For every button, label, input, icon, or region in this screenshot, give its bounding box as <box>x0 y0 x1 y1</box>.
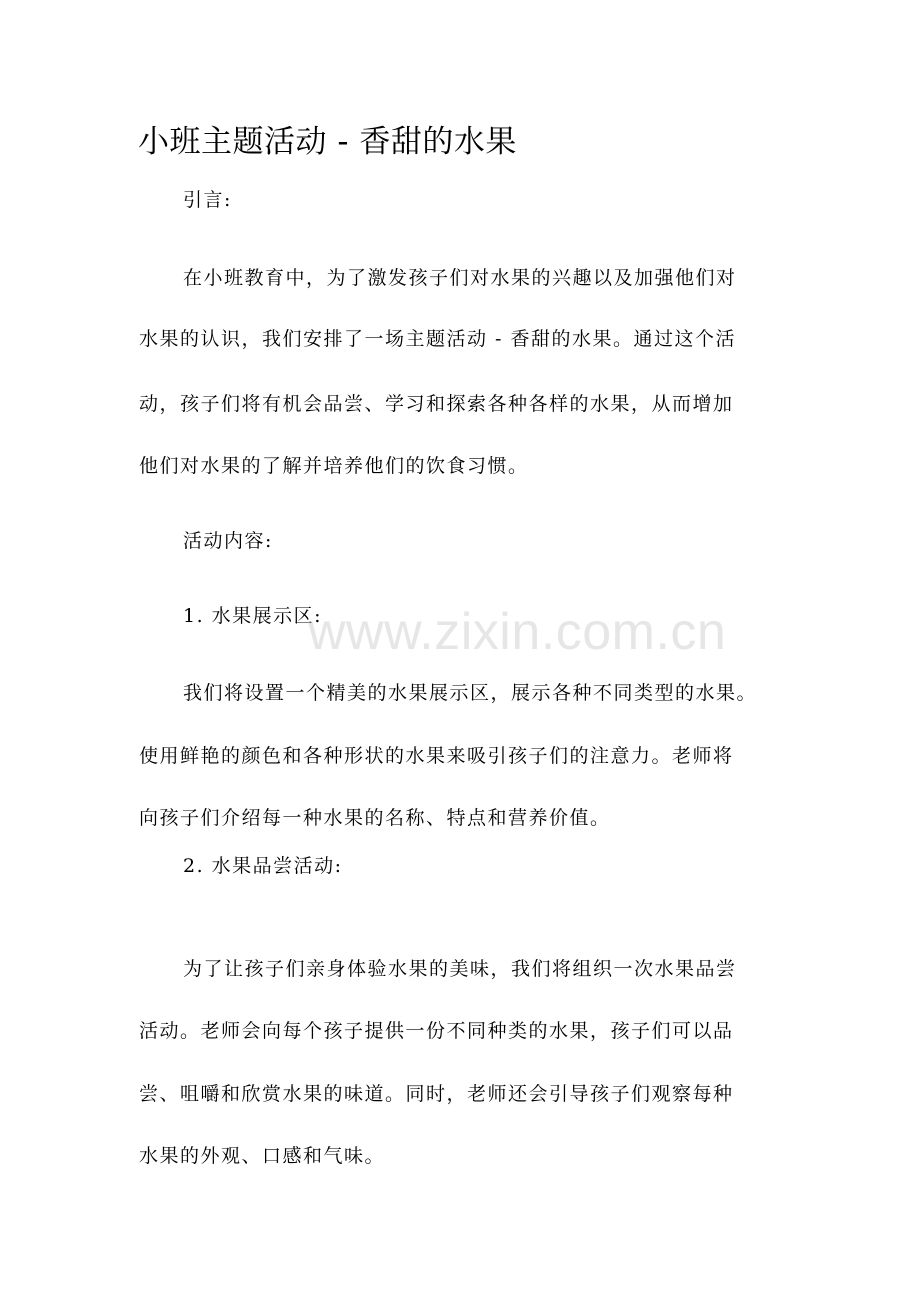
section2-line: 活动。老师会向每个孩子提供一份不同种类的水果，孩子们可以品 <box>139 1020 734 1042</box>
section1-heading: 1. 水果展示区: <box>183 605 323 627</box>
watermark-text: www.zixin.com.cn <box>308 603 727 661</box>
intro-line: 在小班教育中，为了激发孩子们对水果的兴趣以及加强他们对 <box>183 267 737 289</box>
section2-line: 尝、咀嚼和欣赏水果的味道。同时，老师还会引导孩子们观察每种 <box>139 1083 734 1105</box>
intro-line: 水果的认识，我们安排了一场主题活动 - 香甜的水果。通过这个活 <box>139 328 737 350</box>
section2-line: 水果的外观、口感和气味。 <box>139 1145 386 1167</box>
document-title: 小班主题活动 - 香甜的水果 <box>138 124 517 160</box>
section1-line: 我们将设置一个精美的水果展示区，展示各种不同类型的水果。 <box>183 682 758 704</box>
content-heading: 活动内容: <box>183 530 273 552</box>
intro-line: 动，孩子们将有机会品尝、学习和探索各种各样的水果，从而增加 <box>139 393 734 415</box>
section1-line: 向孩子们介绍每一种水果的名称、特点和营养价值。 <box>139 807 611 829</box>
section1-line: 使用鲜艳的颜色和各种形状的水果来吸引孩子们的注意力。老师将 <box>139 745 734 767</box>
section2-heading: 2. 水果品尝活动: <box>183 855 343 877</box>
intro-heading: 引言: <box>183 189 232 211</box>
intro-line: 他们对水果的了解并培养他们的饮食习惯。 <box>139 455 529 477</box>
section2-line: 为了让孩子们亲身体验水果的美味，我们将组织一次水果品尝 <box>183 958 737 980</box>
